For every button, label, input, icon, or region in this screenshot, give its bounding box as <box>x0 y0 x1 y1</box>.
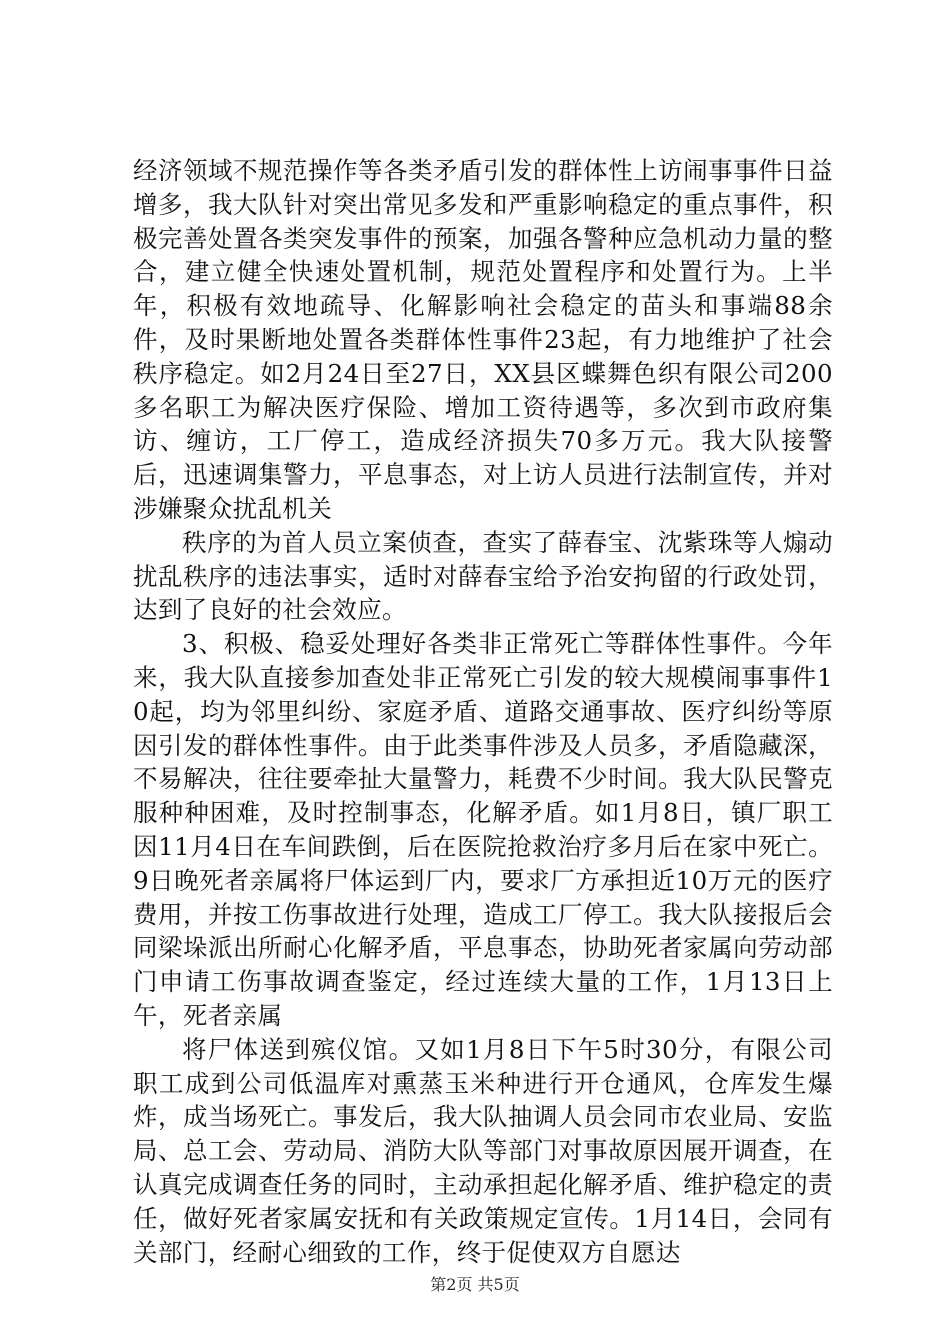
document-body <box>133 154 833 1269</box>
paragraph-2: 秩序的为首人员立案侦查，查实了薛春宝、沈紫珠等人煽动扰乱秩序的违法事实，适时对薛春宝给予治安拘留的行政处罚，达到了良好的社会效应。 <box>133 527 833 625</box>
page-number-footer: 第2页 共5页 <box>430 1275 520 1294</box>
paragraph-1: 经济领域不规范操作等各类矛盾引发的群体性上访闹事事件日益增多，我大队针对突出常见多发和严重影响稳定的重点事件，积极完善处置各类突发事件的预案，加强各警种应急机动力量的整合，建立健全快速处置机制，规范处置程序和处置行为。上半年，积极有效地疏导、化解影响社会稳定的苗头和事端88余件，及时果断地处置各类群体性事件23起，有力地维护了社会秩序稳定。如2月24日至27日，XX县区蝶舞色织有限公司200多名职工为解决医疗保险、增加工资待遇等，多次到市政府集访、缠访，工厂停工，造成经济损失70多万元。我大队接警后，迅速调集警力，平息事态，对上访人员进行法制宣传，并对涉嫌聚众扰乱机关 <box>133 156 833 523</box>
paragraph-4: 将尸体送到殡仪馆。又如1月8日下午5时30分，有限公司职工成到公司低温库对熏蒸玉米种进行开仓通风，仓库发生爆炸，成当场死亡。事发后，我大队抽调人员会同市农业局、安监局、总工会、劳动局、消防大队等部门对事故原因展开调查，在认真完成调查任务的同时，主动承担起化解矛盾、维护稳定的责任，做好死者家属安抚和有关政策规定宣传。1月14日，会同有关部门，经耐心细致的工作，终于促使双方自愿达 <box>133 1034 833 1267</box>
paragraph-3: 3、积极、稳妥处理好各类非正常死亡等群体性事件。今年来，我大队直接参加查处非正常死亡引发的较大规模闹事事件10起，均为邻里纠纷、家庭矛盾、道路交通事故、医疗纠纷等原因引发的群体性事件。由于此类事件涉及人员多，矛盾隐藏深，不易解决，往往要牵扯大量警力，耗费不少时间。我大队民警克服种种困难，及时控制事态，化解矛盾。如1月8日，镇厂职工因11月4日在车间跌倒，后在医院抢救治疗多月后在家中死亡。9日晚死者亲属将尸体运到厂内，要求厂方承担近10万元的医疗费用，并按工伤事故进行处理，造成工厂停工。我大队接报后会同梁垛派出所耐心化解矛盾，平息事态，协助死者家属向劳动部门申请工伤事故调查鉴定，经过连续大量的工作，1月13日上午，死者亲属 <box>133 629 833 1030</box>
